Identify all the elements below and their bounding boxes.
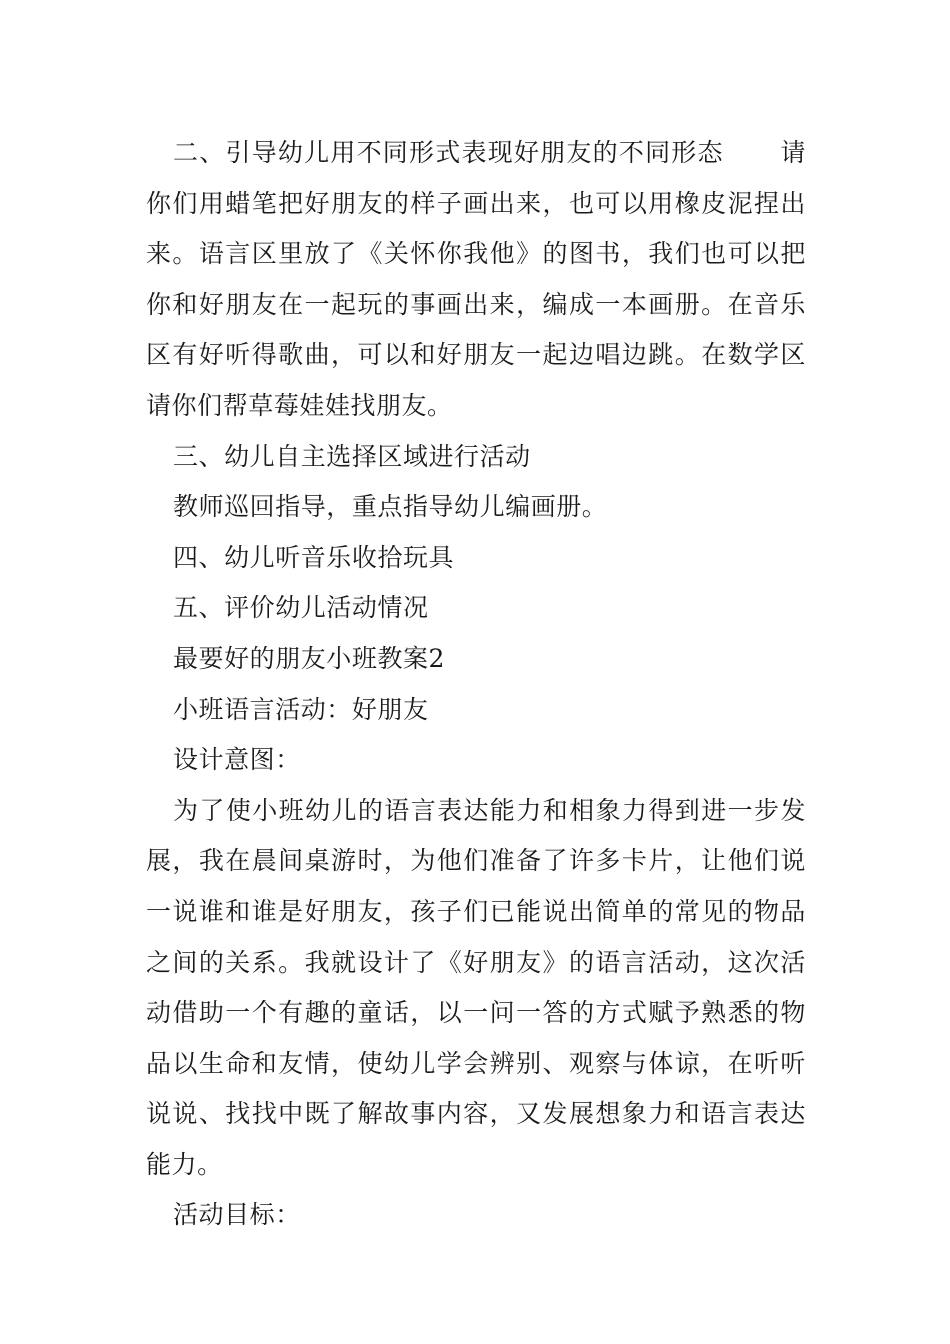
section-two-body: 请你们用蜡笔把好朋友的样子画出来，也可以用橡皮泥捏出来。语言区里放了《关怀你我他》的图书，我们也可以把你和好朋友在一起玩的事画出来，编成一本画册。在音乐区有好听得歌曲，可以和好朋友一起边唱边跳。在数学区请你们帮草莓娃娃找朋友。 [146, 138, 806, 420]
document-body [146, 128, 806, 1241]
section-two-heading: 二、引导幼儿用不同形式表现好朋友的不同形态 [173, 138, 724, 167]
section-four-heading: 四、幼儿听音乐收拾玩具 [173, 542, 455, 572]
activity-name: 小班语言活动：好朋友 [173, 694, 429, 724]
design-intent-label: 设计意图： [173, 745, 301, 775]
section-five-heading: 五、评价幼儿活动情况 [173, 593, 429, 623]
design-intent-paragraph: 为了使小班幼儿的语言表达能力和相象力得到进一步发展，我在晨间桌游时，为他们准备了许多卡片，让他们说一说谁和谁是好朋友，孩子们已能说出简单的常见的物品之间的关系。我就设计了《好朋友》的语言活动，这次活动借助一个有趣的童话，以一问一答的方式赋予熟悉的物品以生命和友情，使幼儿学会辨别、观察与体谅，在听听说说、找找中既了解故事内容，又发展想象力和语言表达能力。 [146, 795, 806, 1179]
section-three-heading: 三、幼儿自主选择区域进行活动 [173, 441, 531, 471]
goals-label: 活动目标： [173, 1200, 301, 1230]
section-two-paragraph [146, 128, 806, 432]
teacher-note: 教师巡回指导，重点指导幼儿编画册。 [173, 492, 608, 522]
plan-title: 最要好的朋友小班教案2 [173, 643, 445, 673]
